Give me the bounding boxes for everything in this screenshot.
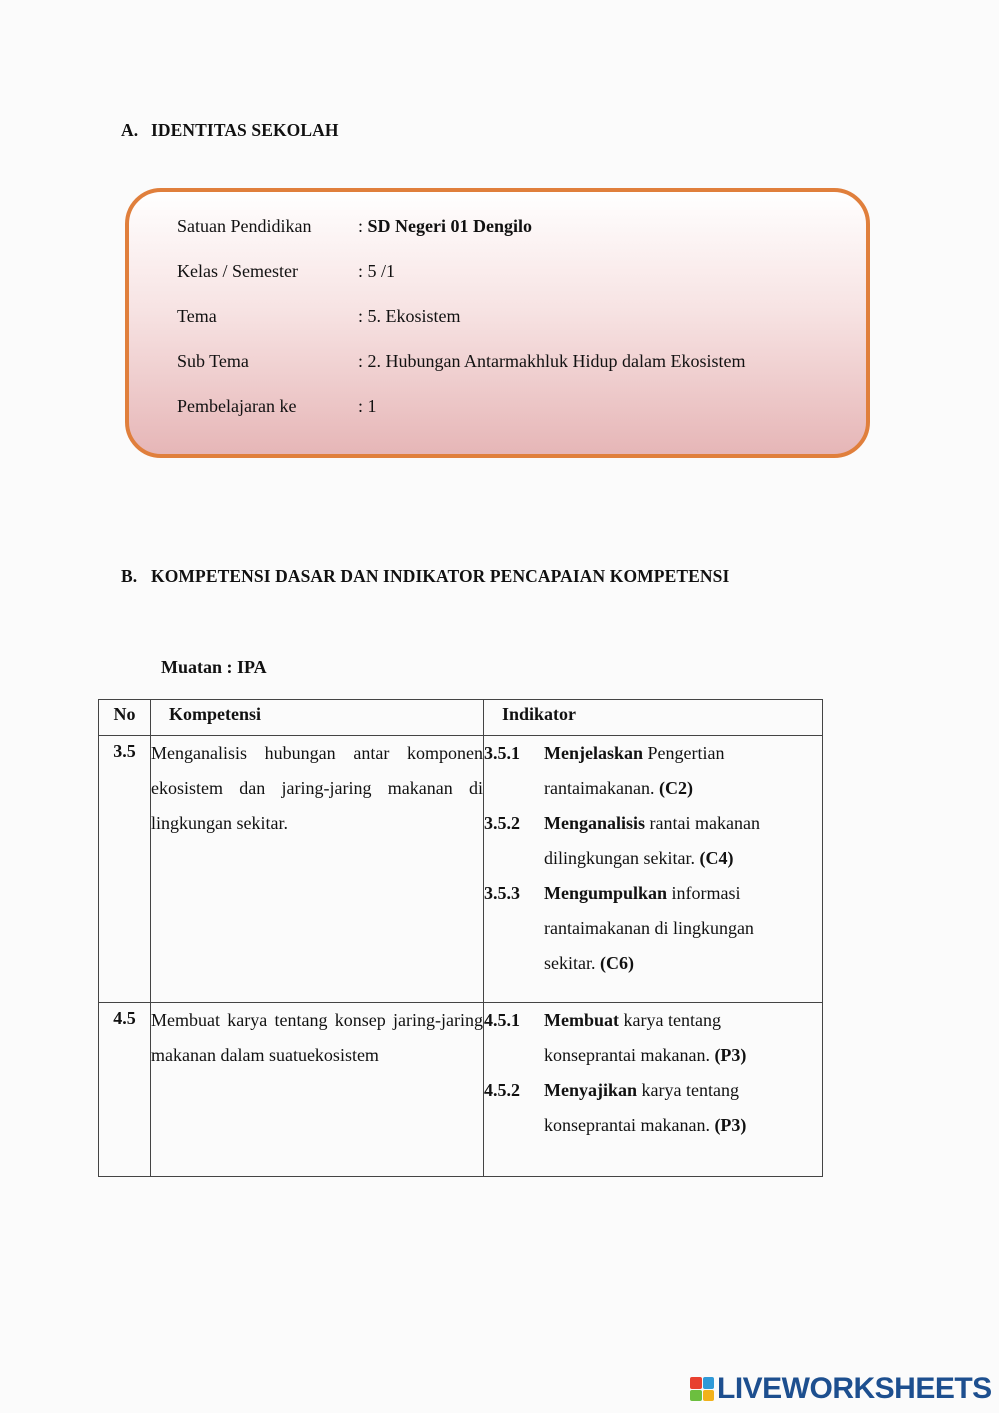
indikator-text: rantai makanan dilingkungan sekitar. [544, 813, 760, 868]
indikator-verb: Menyajikan [544, 1080, 638, 1100]
section-b-heading [121, 566, 729, 587]
indikator-code: (C6) [600, 953, 634, 973]
identity-value [358, 216, 532, 237]
indikator-code: (P3) [714, 1045, 747, 1065]
indikator-code: (P3) [714, 1115, 747, 1135]
indikator-item [484, 736, 804, 806]
indikator-number: 3.5.3 [484, 883, 520, 903]
competency-table [98, 699, 823, 1177]
section-a-label: A. [121, 120, 139, 140]
identity-key: Sub Tema [177, 351, 249, 371]
indikator-cell [484, 736, 823, 1003]
indikator-text: Pengertian rantaimakanan. [544, 743, 725, 798]
header-no: No [99, 700, 151, 736]
header-indikator: Indikator [484, 700, 823, 736]
table-row [99, 1003, 823, 1177]
identity-key: Tema [177, 306, 217, 326]
identity-key: Satuan Pendidikan [177, 216, 312, 236]
identity-value: : 2. Hubungan Antarmakhluk Hidup dalam Ekosistem [358, 351, 746, 371]
indikator-item [484, 806, 804, 876]
kompetensi-cell: Membuat karya tentang konsep jaring-jaring makanan dalam suatuekosistem [151, 1003, 484, 1177]
indikator-number: 4.5.2 [484, 1080, 520, 1100]
school-name: SD Negeri 01 Dengilo [367, 216, 532, 236]
logo-text: LIVEWORKSHEETS [717, 1372, 992, 1405]
section-b-title: KOMPETENSI DASAR DAN INDIKATOR PENCAPAIAN KOMPETENSI [151, 566, 730, 586]
indikator-item [484, 1003, 804, 1073]
identity-value: : 5 /1 [358, 261, 396, 281]
kompetensi-cell: Menganalisis hubungan antar komponen ekosistem dan jaring-jaring makanan di lingkungan sekitar. [151, 736, 484, 1003]
header-kompetensi: Kompetensi [151, 700, 484, 736]
indikator-code: (C4) [699, 848, 734, 868]
indikator-verb: Membuat [544, 1010, 619, 1030]
indikator-cell [484, 1003, 823, 1177]
indikator-number: 3.5.1 [484, 743, 520, 763]
indikator-number: 4.5.1 [484, 1010, 520, 1030]
identity-prefix: : [358, 216, 368, 236]
identity-key: Pembelajaran ke [177, 396, 297, 416]
indikator-text: informasi rantaimakanan di lingkungan sekitar. [544, 883, 754, 973]
indikator-verb: Menjelaskan [544, 743, 643, 763]
identity-box [125, 188, 870, 458]
row-number: 4.5 [99, 1003, 151, 1177]
section-a-heading [121, 120, 339, 141]
identity-key: Kelas / Semester [177, 261, 298, 281]
indikator-text: karya tentang konseprantai makanan. [544, 1080, 739, 1135]
indikator-text: karya tentang konseprantai makanan. [544, 1010, 721, 1065]
indikator-item [484, 876, 804, 981]
identity-value: : 1 [358, 396, 377, 416]
liveworksheets-logo-icon [690, 1377, 714, 1401]
indikator-verb: Menganalisis [544, 813, 646, 833]
table-row [99, 736, 823, 1003]
section-a-title: IDENTITAS SEKOLAH [151, 120, 339, 140]
indikator-number: 3.5.2 [484, 813, 520, 833]
section-b-label: B. [121, 566, 138, 586]
indikator-code: (C2) [658, 778, 693, 798]
table-header-row [99, 700, 823, 736]
identity-value: : 5. Ekosistem [358, 306, 461, 326]
indikator-verb: Mengumpulkan [544, 883, 668, 903]
muatan-label: Muatan : IPA [161, 657, 267, 677]
indikator-item [484, 1073, 804, 1143]
liveworksheets-logo[interactable] [690, 1374, 992, 1404]
row-number: 3.5 [99, 736, 151, 1003]
